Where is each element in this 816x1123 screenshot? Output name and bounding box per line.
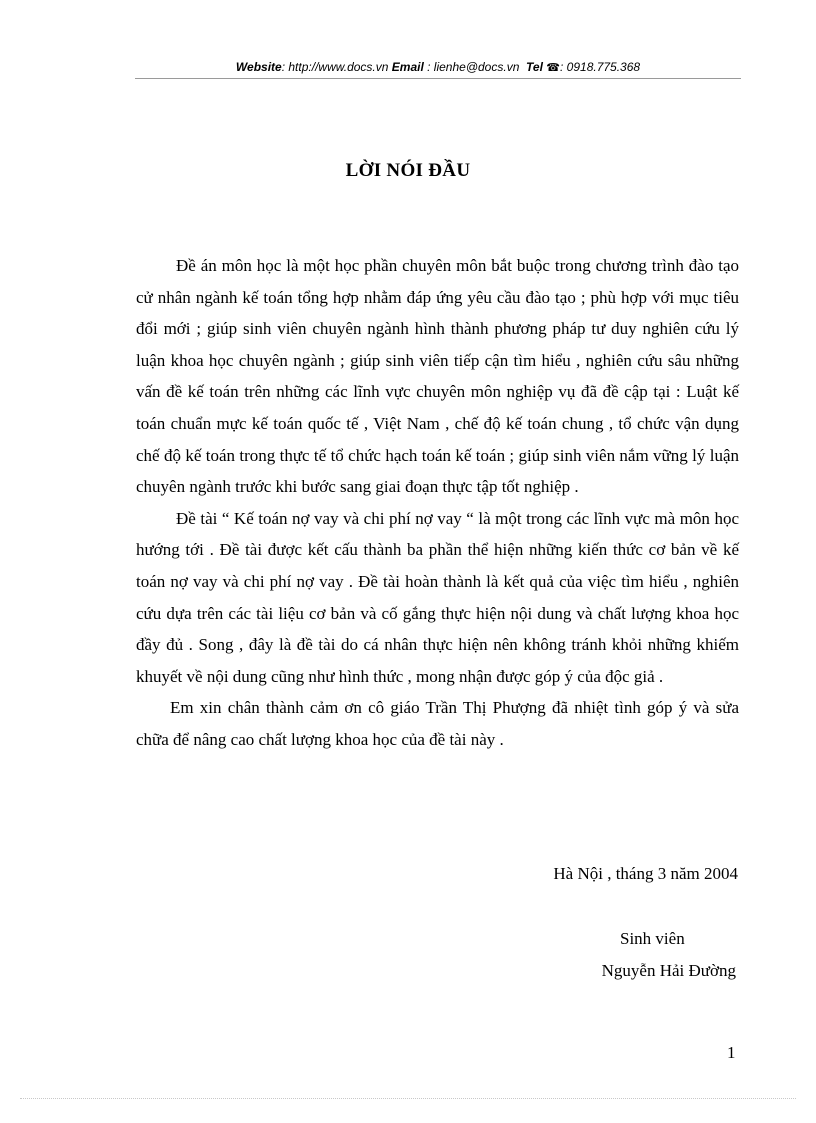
footer-divider <box>20 1098 796 1099</box>
paragraph-topic: Đề tài “ Kế toán nợ vay và chi phí nợ vay “ là một trong các lĩnh vực mà môn học hướng tới . Đề tài được kết cấu thành ba phần thể hiện những kiến thức cơ bản về kế toán nợ vay và chi phí nợ vay . Đề tài hoàn thành là kết quả của việc tìm hiểu , nghiên cứu dựa trên các tài liệu cơ bản và cố gắng thực hiện nội dung và chất lượng khoa học đầy đủ . Song , đây là đề tài do cá nhân thực hiện nên không tránh khỏi những khiếm khuyết về nội dung cũng như hình thức , mong nhận được góp ý của độc giả . <box>136 508 739 686</box>
website-label: Website <box>235 60 282 74</box>
page-header <box>135 58 741 79</box>
telephone-icon: ☎ <box>546 62 560 74</box>
tel-label: Tel <box>526 60 543 74</box>
signer-role: Sinh viên <box>620 929 685 948</box>
website-value: : http://www.docs.vn <box>281 60 389 74</box>
tel-value: : 0918.775.368 <box>560 60 641 74</box>
email-label: Email <box>391 60 424 74</box>
email-value: : lienhe@docs.vn <box>423 60 520 74</box>
document-title: LỜI NÓI ĐẦU <box>345 160 471 181</box>
page-number: 1 <box>727 1043 736 1062</box>
place-date: Hà Nội , tháng 3 năm 2004 <box>553 864 738 883</box>
paragraph-intro: Đề án môn học là một học phần chuyên môn bắt buộc trong chương trình đào tạo cử nhân ngành kế toán tổng hợp nhằm đáp ứng yêu cầu đào tạo ; phù hợp với mục tiêu đổi mới ; giúp sinh viên chuyên ngành hình thành phương pháp tư duy nghiên cứu lý luận khoa học chuyên ngành ; giúp sinh viên tiếp cận tìm hiểu , nghiên cứu sâu những vấn đề kế toán trên những các lĩnh vực chuyên môn nghiệp vụ đã đề cập tại : Luật kế toán chuẩn mực kế toán quốc tế , Việt Nam , chế độ kế toán chung , tổ chức vận dụng chế độ kế toán trong thực tế tổ chức hạch toán kế toán ; giúp sinh viên nắm vững lý luận chuyên ngành trước khi bước sang giai đoạn thực tập tốt nghiệp . <box>136 256 739 497</box>
document-body <box>136 250 739 756</box>
signer-name: Nguyễn Hải Đường <box>601 961 736 980</box>
paragraph-thanks: Em xin chân thành cảm ơn cô giáo Trần Thị Phượng đã nhiệt tình góp ý và sửa chữa để nâng cao chất lượng khoa học của đề tài này . <box>136 698 739 749</box>
